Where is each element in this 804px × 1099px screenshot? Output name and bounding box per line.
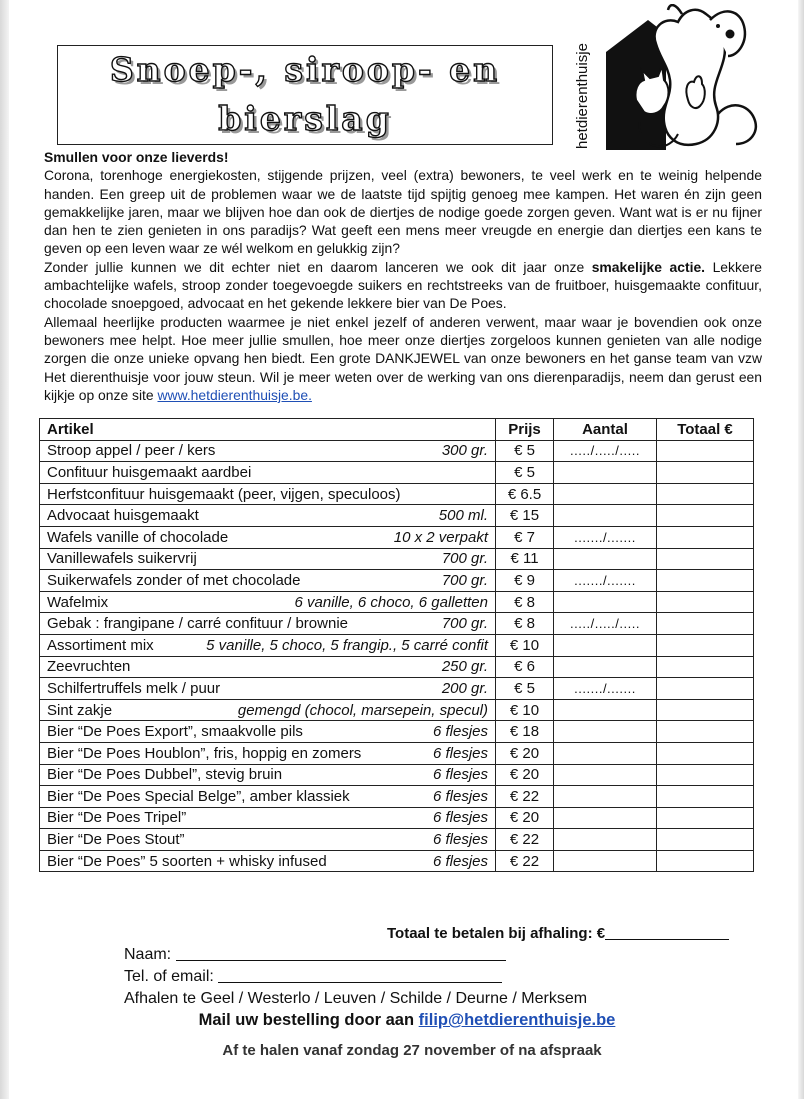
table-row: [40, 483, 754, 505]
table-body: [40, 440, 754, 872]
item-name: Suikerwafels zonder of met chocolade: [47, 571, 301, 589]
cell-artikel: [40, 742, 496, 764]
contact-label: Tel. of email:: [124, 968, 214, 985]
table-row: [40, 440, 754, 462]
intro-p2-rest: Lekkere ambachtelijke wafels, stroop zonder toegevoegde suikers en rechtstreeks van de fruitboer, huisgemaakte confituur, chocolade snoepgoed, advocaat en het gekende lekkere bier van De Poes.: [44, 258, 762, 312]
cell-quantity[interactable]: [554, 786, 657, 808]
cell-quantity[interactable]: [554, 656, 657, 678]
title-box: [57, 45, 553, 145]
cell-total[interactable]: [657, 548, 754, 570]
cell-quantity[interactable]: [554, 829, 657, 851]
total-line: [387, 925, 729, 942]
cell-total[interactable]: [657, 462, 754, 484]
intro-text: [44, 148, 762, 404]
table-row: [40, 742, 754, 764]
cell-artikel: [40, 829, 496, 851]
cell-artikel: [40, 850, 496, 872]
table-row: [40, 570, 754, 592]
item-name: Bier “De Poes Houblon”, fris, hoppig en zomers: [47, 744, 362, 762]
page-edge-left: [0, 0, 9, 1099]
name-row: [124, 946, 506, 964]
cell-price: € 22: [496, 850, 554, 872]
table-row: [40, 721, 754, 743]
table-row: [40, 764, 754, 786]
item-detail: 500 ml.: [438, 507, 488, 525]
cell-artikel: [40, 699, 496, 721]
cell-total[interactable]: [657, 742, 754, 764]
mail-line: [0, 1011, 804, 1030]
header-artikel: Artikel: [40, 419, 496, 441]
cell-price: € 8: [496, 613, 554, 635]
table-row: [40, 526, 754, 548]
cell-quantity[interactable]: [554, 807, 657, 829]
cell-quantity[interactable]: [554, 591, 657, 613]
table-row: [40, 786, 754, 808]
cell-quantity[interactable]: ......./.......: [554, 570, 657, 592]
item-detail: 5 vanille, 5 choco, 5 frangip., 5 carré confit: [206, 636, 488, 654]
page-edge-right: [798, 0, 804, 1099]
total-label: Totaal te betalen bij afhaling: €: [387, 925, 606, 942]
website-link[interactable]: www.hetdierenthuisje.be.: [157, 386, 312, 403]
cell-total[interactable]: [657, 483, 754, 505]
title-line-2: bierslag: [218, 99, 392, 138]
header-totaal: Totaal €: [657, 419, 754, 441]
table-row: [40, 462, 754, 484]
cell-price: € 5: [496, 678, 554, 700]
item-name: Schilfertruffels melk / puur: [47, 679, 221, 697]
cell-price: € 5: [496, 440, 554, 462]
intro-paragraph-3: [44, 313, 762, 404]
mail-link[interactable]: filip@hetdierenthuisje.be: [418, 1011, 616, 1029]
cell-artikel: [40, 613, 496, 635]
cell-artikel: [40, 656, 496, 678]
table-row: [40, 613, 754, 635]
cell-price: € 10: [496, 699, 554, 721]
cell-artikel: [40, 591, 496, 613]
cell-price: € 18: [496, 721, 554, 743]
cell-total[interactable]: [657, 807, 754, 829]
total-field[interactable]: [605, 939, 729, 940]
table-row: [40, 634, 754, 656]
table-row: [40, 699, 754, 721]
cell-price: € 11: [496, 548, 554, 570]
cell-artikel: [40, 526, 496, 548]
table-row: [40, 807, 754, 829]
item-detail: 6 flesjes: [432, 831, 488, 849]
item-name: Assortiment mix: [47, 636, 154, 654]
cell-price: € 9: [496, 570, 554, 592]
logo-text: hetdierenthuisje: [574, 43, 591, 149]
cell-price: € 20: [496, 742, 554, 764]
item-name: Confituur huisgemaakt aardbei: [47, 463, 252, 481]
cell-artikel: [40, 548, 496, 570]
item-detail: 200 gr.: [441, 679, 488, 697]
item-detail: 6 vanille, 6 choco, 6 galletten: [294, 593, 488, 611]
cell-quantity[interactable]: [554, 548, 657, 570]
item-name: Wafelmix: [47, 593, 109, 611]
item-detail: 6 flesjes: [432, 744, 488, 762]
cell-total[interactable]: [657, 526, 754, 548]
cell-total[interactable]: [657, 699, 754, 721]
item-name: Vanillewafels suikervrij: [47, 550, 197, 568]
item-name: Wafels vanille of chocolade: [47, 528, 229, 546]
item-detail: 6 flesjes: [432, 723, 488, 741]
cell-artikel: [40, 786, 496, 808]
cell-quantity[interactable]: [554, 483, 657, 505]
item-detail: 10 x 2 verpakt: [393, 528, 488, 546]
cell-quantity[interactable]: ......./.......: [554, 526, 657, 548]
intro-p2-bold: smakelijke actie.: [591, 258, 706, 275]
mail-label: Mail uw bestelling door aan: [198, 1011, 419, 1029]
item-name: Zeevruchten: [47, 658, 131, 676]
intro-p3-text: Allemaal heerlijke producten waarmee je niet enkel jezelf of anderen verwent, maar waar je bovendien ook onze bewoners mee helpt. Hoe meer jullie smullen, hoe meer onze diertjes zorgeloos kunnen genieten van alle nodige zorgen die onze unieke opvang hen biedt. Een grote DANKJEWEL van onze bewoners en het ganse team van vzw Het dierenthuisje voor jouw steun. Wil je meer weten over de werking van ons dierenparadijs, neem dan gerust een kijkje op onze site: [44, 313, 762, 403]
cell-quantity[interactable]: [554, 699, 657, 721]
cell-total[interactable]: [657, 764, 754, 786]
cell-total[interactable]: [657, 505, 754, 527]
cell-total[interactable]: [657, 440, 754, 462]
item-detail: 700 gr.: [441, 550, 488, 568]
item-detail: 250 gr.: [441, 658, 488, 676]
cell-quantity[interactable]: [554, 742, 657, 764]
cell-quantity[interactable]: [554, 634, 657, 656]
table-row: [40, 591, 754, 613]
item-detail: 6 flesjes: [432, 809, 488, 827]
cell-artikel: [40, 678, 496, 700]
item-name: Bier “De Poes” 5 soorten + whisky infused: [47, 852, 327, 870]
item-name: Sint zakje: [47, 701, 113, 719]
order-table: [39, 418, 754, 872]
item-name: Bier “De Poes Export”, smaakvolle pils: [47, 723, 303, 741]
table-row: [40, 505, 754, 527]
item-name: Bier “De Poes Tripel”: [47, 809, 187, 827]
item-name: Bier “De Poes Stout”: [47, 831, 185, 849]
table-row: [40, 850, 754, 872]
item-detail: 300 gr.: [441, 442, 488, 460]
cell-price: € 20: [496, 807, 554, 829]
contact-field[interactable]: [218, 982, 502, 983]
header-prijs: Prijs: [496, 419, 554, 441]
intro-heading: Smullen voor onze lieverds!: [44, 149, 229, 165]
table-row: [40, 678, 754, 700]
item-name: Advocaat huisgemaakt: [47, 507, 199, 525]
item-detail: 700 gr.: [441, 615, 488, 633]
cell-quantity[interactable]: ...../...../.....: [554, 613, 657, 635]
contact-row: [124, 968, 502, 986]
cell-artikel: [40, 807, 496, 829]
cell-quantity[interactable]: [554, 850, 657, 872]
name-field[interactable]: [176, 960, 506, 961]
cell-quantity[interactable]: [554, 462, 657, 484]
header-aantal: Aantal: [554, 419, 657, 441]
cell-price: € 22: [496, 829, 554, 851]
item-name: Gebak : frangipane / carré confituur / brownie: [47, 615, 348, 633]
cell-total[interactable]: [657, 656, 754, 678]
pickup-locations: Afhalen te Geel / Westerlo / Leuven / Schilde / Deurne / Merksem: [124, 990, 588, 1007]
cell-quantity[interactable]: ...../...../.....: [554, 440, 657, 462]
table-row: [40, 829, 754, 851]
cat-and-dog-icon: [578, 4, 768, 156]
item-detail: 6 flesjes: [432, 766, 488, 784]
cell-price: € 10: [496, 634, 554, 656]
cell-total[interactable]: [657, 678, 754, 700]
table-header-row: [40, 419, 754, 441]
name-label: Naam:: [124, 946, 172, 963]
item-detail: 700 gr.: [441, 571, 488, 589]
cell-total[interactable]: [657, 786, 754, 808]
item-detail: 6 flesjes: [432, 787, 488, 805]
cell-artikel: [40, 721, 496, 743]
cell-artikel: [40, 483, 496, 505]
cell-total[interactable]: [657, 591, 754, 613]
title-line-1: Snoep-, siroop- en: [109, 50, 501, 89]
pickup-date: Af te halen vanaf zondag 27 november of na afspraak: [222, 1042, 602, 1059]
item-name: Herfstconfituur huisgemaakt (peer, vijgen, speculoos): [47, 485, 401, 503]
intro-p2-text: Zonder jullie kunnen we dit echter niet en daarom lanceren we ook dit jaar onze: [44, 258, 592, 275]
cell-quantity[interactable]: ......./.......: [554, 678, 657, 700]
cell-price: € 8: [496, 591, 554, 613]
cell-artikel: [40, 764, 496, 786]
cell-total[interactable]: [657, 850, 754, 872]
cell-total[interactable]: [657, 570, 754, 592]
cell-artikel: [40, 634, 496, 656]
cell-quantity[interactable]: [554, 721, 657, 743]
cell-price: € 22: [496, 786, 554, 808]
table-row: [40, 548, 754, 570]
cell-artikel: [40, 440, 496, 462]
cell-price: € 6: [496, 656, 554, 678]
intro-paragraph-1: Corona, torenhoge energiekosten, stijgende prijzen, veel (extra) bewoners, te veel werk en te weinig helpende handen. Een greep uit de problemen waar we de laatste tijd spijtig genoeg mee kampen. Het waren én zijn geen gemakkelijke jaren, maar we blijven hoe dan ook de diertjes de nodige goede zorgen geven. Want wat is er nu fijner dan hen te zien genieten in ons paradijs? Wat geeft een mens meer vreugde en energie dan diertjes een kans te geven op een leven waar ze wél welkom en gelukkig zijn?: [44, 167, 762, 257]
cell-price: € 20: [496, 764, 554, 786]
item-name: Bier “De Poes Dubbel”, stevig bruin: [47, 766, 283, 784]
table-row: [40, 656, 754, 678]
item-name: Bier “De Poes Special Belge”, amber klassiek: [47, 787, 350, 805]
cell-total[interactable]: [657, 634, 754, 656]
cell-price: € 6.5: [496, 483, 554, 505]
cell-quantity[interactable]: [554, 505, 657, 527]
cell-price: € 15: [496, 505, 554, 527]
item-detail: gemengd (chocol, marsepein, specul): [237, 701, 488, 719]
cell-total[interactable]: [657, 829, 754, 851]
cell-total[interactable]: [657, 721, 754, 743]
cell-price: € 5: [496, 462, 554, 484]
item-detail: 6 flesjes: [432, 852, 488, 870]
cell-artikel: [40, 462, 496, 484]
cell-total[interactable]: [657, 613, 754, 635]
cell-artikel: [40, 505, 496, 527]
cell-quantity[interactable]: [554, 764, 657, 786]
cell-artikel: [40, 570, 496, 592]
intro-paragraph-2: [44, 258, 762, 313]
item-name: Stroop appel / peer / kers: [47, 442, 216, 460]
cell-price: € 7: [496, 526, 554, 548]
